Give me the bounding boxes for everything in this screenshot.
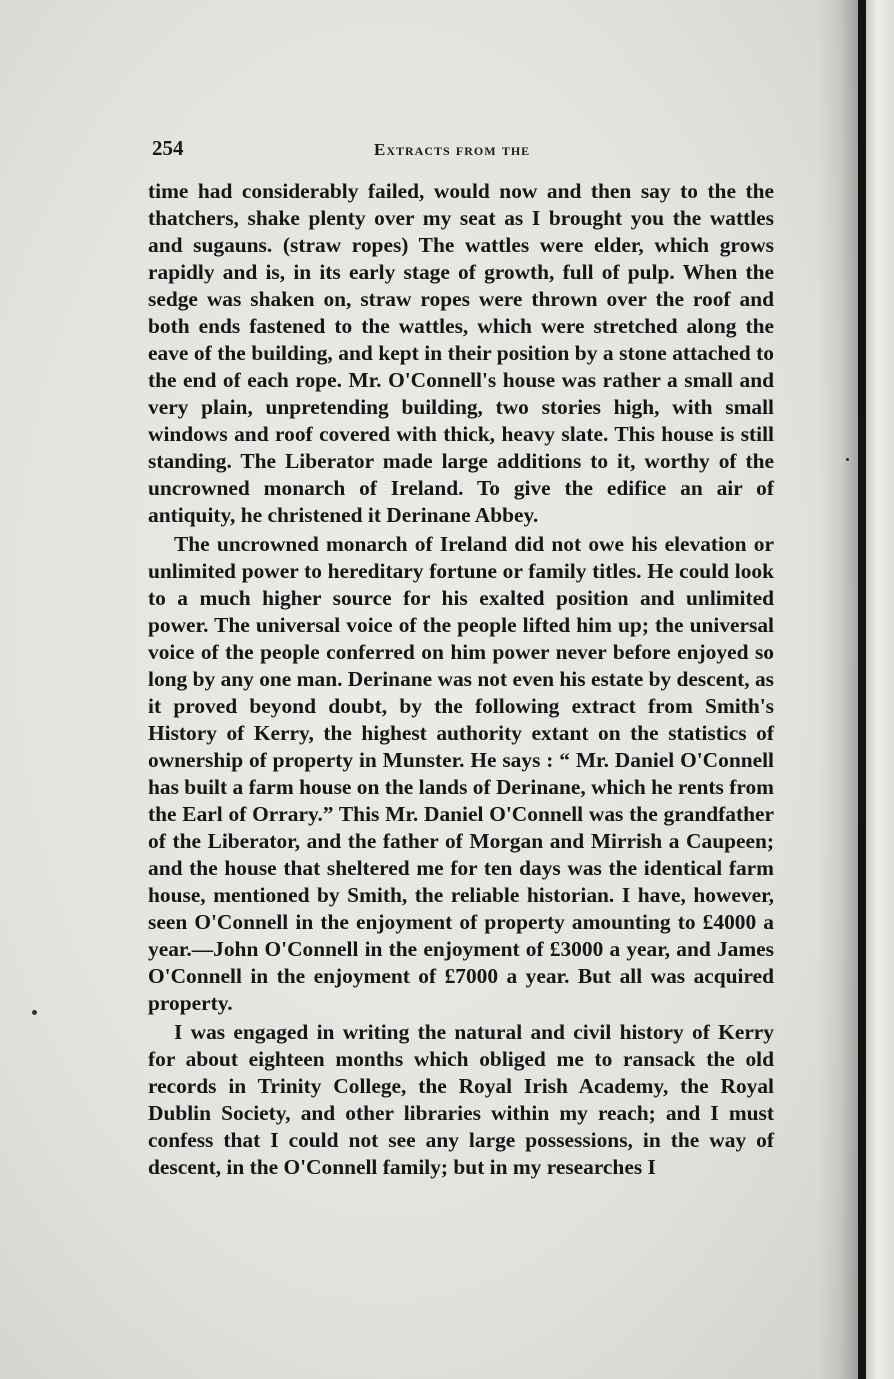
paragraph-1: time had considerably failed, would now and then say to the the thatchers, shake plenty over my seat as I brought you the wattles and sugauns. (straw ropes) The wattles were elder, which grows rapidly and is, in its early stage of growth, full of pulp. When the sedge was shaken on, straw ropes were thrown over the roof and both ends fastened to the wattles, which were stretched along the eave of the building, and kept in their position by a stone attached to the end of each rope. Mr. O'Connell's house was rather a small and very plain, unpretending building, two stories high, with small windows and roof covered with thick, heavy slate. This house is still standing. The Liberator made large additions to it, worthy of the uncrowned monarch of Ireland. To give the edifice an air of antiquity, he christened it Derinane Abbey. bbox=[148, 179, 774, 527]
page-edge bbox=[866, 0, 894, 1379]
spine-shadow bbox=[818, 0, 858, 1379]
paragraph-3: I was engaged in writing the natural and civil history of Kerry for about eighteen months which obliged me to ransack the old records in Trinity College, the Royal Irish Academy, the Royal Dublin Society, and other libraries within my reach; and I must confess that I could not see any large possessions, in the way of descent, in the O'Connell family; but in my researches I bbox=[148, 1020, 774, 1179]
body-text bbox=[148, 178, 774, 1181]
book-spine bbox=[858, 0, 866, 1379]
page-header bbox=[152, 136, 774, 166]
page-number: 254 bbox=[152, 136, 184, 160]
paragraph-2: The uncrowned monarch of Ireland did not owe his elevation or unlimited power to hereditary fortune or family titles. He could look to a much higher source for his exalted position and unlimited power. The universal voice of the people lifted him up; the universal voice of the people conferred on him power never before enjoyed so long by any one man. Derinane was not even his estate by descent, as it proved beyond doubt, by the following extract from Smith's History of Kerry, the highest authority extant on the statistics of ownership of property in Munster. He says : “ Mr. Daniel O'Connell has built a farm house on the lands of Derinane, which he rents from the Earl of Orrary.” This Mr. Daniel O'Connell was the grandfather of the Liberator, and the father of Morgan and Mirrish a Caupeen; and the house that sheltered me for ten days was the identical farm house, mentioned by Smith, the reliable historian. I have, however, seen O'Connell in the enjoyment of property amounting to £4000 a year.—John O'Connell in the enjoyment of £3000 a year, and James O'Connell in the enjoyment of £7000 a year. But all was acquired property. bbox=[148, 532, 774, 1015]
running-head: Extracts from the bbox=[374, 140, 531, 159]
ink-speck bbox=[32, 1010, 37, 1015]
